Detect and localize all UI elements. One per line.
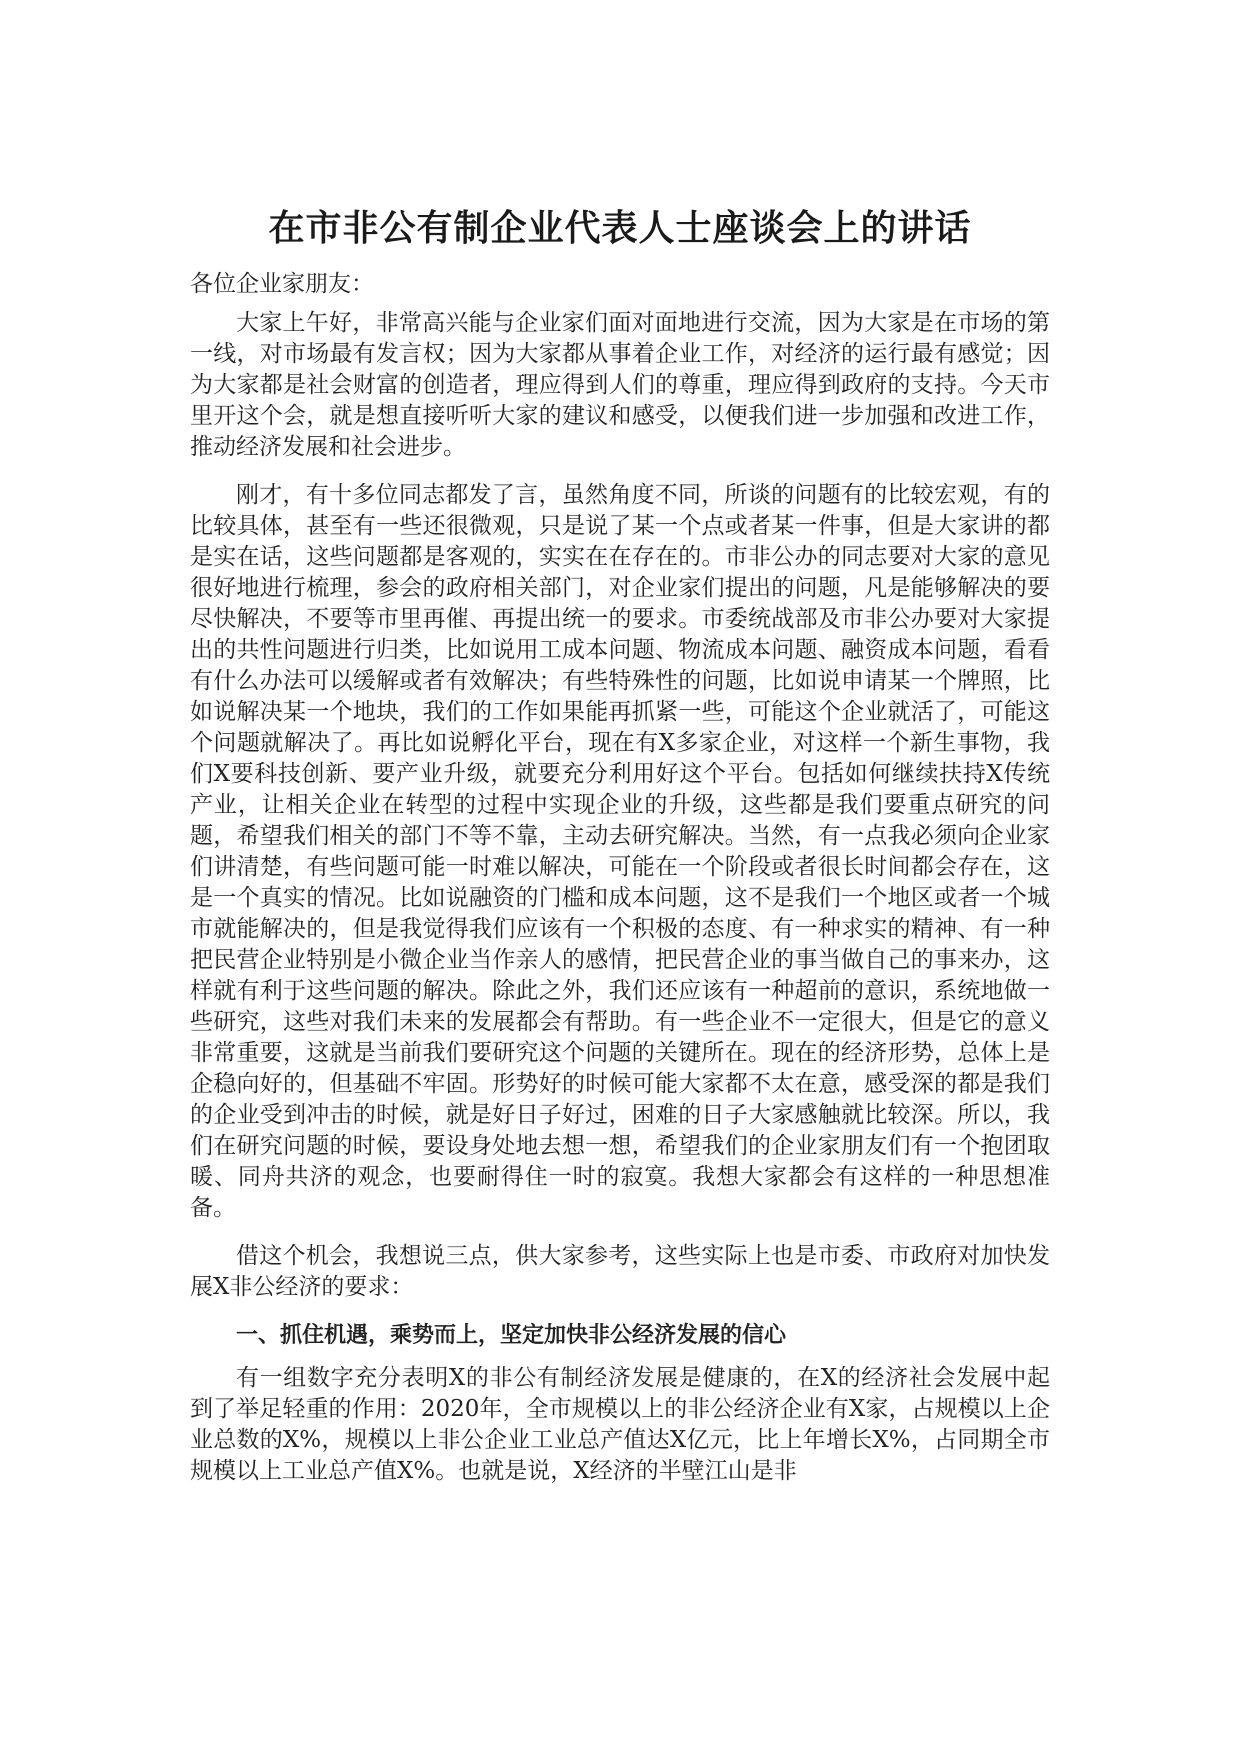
- paragraph-statistics: 有一组数字充分表明X的非公有制经济发展是健康的，在X的经济社会发展中起到了举足轻重的作用：2020年，全市规模以上的非公经济企业有X家，占规模以上企业总数的X%，规模以上非公企业工业总产值达X亿元，比上年增长X%，占同期全市规模以上工业总产值X%。也就是说，X经济的半壁江山是非: [190, 1365, 1050, 1484]
- paragraph-discussion: 刚才，有十多位同志都发了言，虽然角度不同，所谈的问题有的比较宏观，有的比较具体，甚至有一些还很微观，只是说了某一个点或者某一件事，但是大家讲的都是实在话，这些问题都是客观的，实实在在存在的。市非公办的同志要对大家的意见很好地进行梳理，参会的政府相关部门，对企业家们提出的问题，凡是能够解决的要尽快解决，不要等市里再催、再提出统一的要求。市委统战部及市非公办要对大家提出的共性问题进行归类，比如说用工成本问题、物流成本问题、融资成本问题，看看有什么办法可以缓解或者有效解决；有些特殊性的问题，比如说申请某一个牌照，比如说解决某一个地块，我们的工作如果能再抓紧一些，可能这个企业就活了，可能这个问题就解决了。再比如说孵化平台，现在有X多家企业，对这样一个新生事物，我们X要科技创新、要产业升级，就要充分利用好这个平台。包括如何继续扶持X传统产业，让相关企业在转型的过程中实现企业的升级，这些都是我们要重点研究的问题，希望我们相关的部门不等不靠，主动去研究解决。当然，有一点我必须向企业家们讲清楚，有些问题可能一时难以解决，可能在一个阶段或者很长时间都会存在，这是一个真实的情况。比如说融资的门槛和成本问题，这不是我们一个地区或者一个城市就能解决的，但是我觉得我们应该有一个积极的态度、有一种求实的精神、有一种把民营企业特别是小微企业当作亲人的感情，把民营企业的事当做自己的事来办，这样就有利于这些问题的解决。除此之外，我们还应该有一种超前的意识，系统地做一些研究，这些对我们未来的发展都会有帮助。有一些企业不一定很大，但是它的意义非常重要，这就是当前我们要研究这个问题的关键所在。现在的经济形势，总体上是企稳向好的，但基础不牢固。形势好的时候可能大家都不太在意，感受深的都是我们的企业受到冲击的时候，就是好日子好过，困难的日子大家感触就比较深。所以，我们在研究问题的时候，要设身处地去想一想，希望我们的企业家朋友们有一个抱团取暖、同舟共济的观念，也要耐得住一时的寂寞。我想大家都会有这样的一种思想准备。: [190, 482, 1050, 1221]
- paragraph-three-points: 借这个机会，我想说三点，供大家参考，这些实际上也是市委、市政府对加快发展X非公经济的要求：: [190, 1243, 1050, 1300]
- salutation: 各位企业家朋友：: [190, 271, 374, 297]
- section-heading-1: 一、抓住机遇，乘势而上，坚定加快非公经济发展的信心: [236, 1323, 787, 1348]
- paragraph-greeting: 大家上午好，非常高兴能与企业家们面对面地进行交流，因为大家是在市场的第一线，对市场最有发言权；因为大家都从事着企业工作，对经济的运行最有感觉；因为大家都是社会财富的创造者，理应得到人们的尊重，理应得到政府的支持。今天市里开这个会，就是想直接听听大家的建议和感受，以便我们进一步加强和改进工作，推动经济发展和社会进步。: [190, 310, 1050, 460]
- document-page: [190, 205, 1050, 1504]
- document-title: 在市非公有制企业代表人士座谈会上的讲话: [268, 208, 972, 249]
